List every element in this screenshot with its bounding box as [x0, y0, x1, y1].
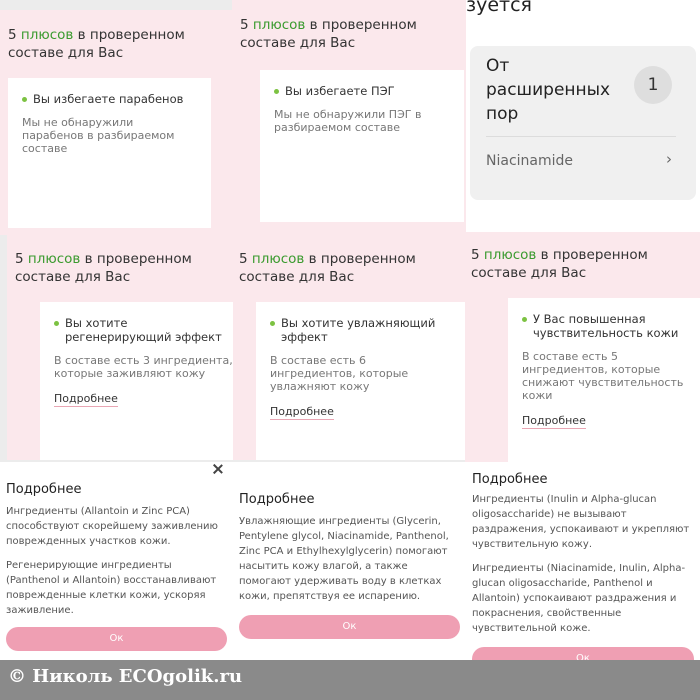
watermark-bar [0, 660, 700, 700]
chevron-right-icon: › [666, 150, 672, 168]
sheet-title: Подробнее [6, 482, 82, 497]
sheet-paragraph: Ингредиенты (Niacinamide, Inulin, Alpha-glucan oligosaccharide, Panthenol и Allantoin) успокаивают раздражения и покраснения, свойственные чувствительной коже. [472, 563, 686, 634]
bullet-dot-icon [22, 97, 27, 102]
details-sheet-2 [233, 462, 465, 660]
bullet-dot-icon [522, 317, 527, 322]
sheet-title: Подробнее [472, 472, 548, 487]
sheet-text [472, 492, 696, 645]
plus-point: У Вас повышенная чувствительность кожи [533, 312, 679, 340]
sheet-text [6, 504, 228, 627]
plus-description: Мы не обнаружили ПЭГ в разбираемом составе [274, 108, 422, 134]
plus-description: В составе есть 3 ингредиента, которые заживляют кожу [54, 354, 233, 380]
plus-point: Вы хотите увлажняющий эффект [281, 316, 436, 344]
sheet-title: Подробнее [239, 492, 315, 507]
sheet-paragraph: Ингредиенты (Inulin и Alpha-glucan oligosaccharide) не вызывают раздражения, успокаивают и укрепляют чувствительную кожу. [472, 494, 690, 550]
plus-tile-5 [465, 232, 700, 462]
sheet-paragraph: Ингредиенты (Allantoin и Zinc PCA) способствуют скорейшему заживлению поврежденных участков кожи. [6, 506, 218, 547]
bullet-dot-icon [274, 89, 279, 94]
plus-card [260, 70, 464, 222]
tile-header: 5 плюсов в проверенном составе для Вас [240, 17, 417, 51]
plus-card [8, 78, 211, 228]
usage-panel [466, 0, 700, 234]
ok-button[interactable]: Ок [472, 647, 694, 660]
usage-title: От расширенных пор [486, 56, 611, 124]
ok-button[interactable]: Ок [239, 615, 460, 639]
sheet-text [239, 514, 457, 613]
sheet-paragraph: Регенерирующие ингредиенты (Panthenol и Allantoin) восстанавливают поврежденные клетки кожи, ускоряя заживление. [6, 560, 217, 616]
bullet-dot-icon [54, 321, 59, 326]
plus-point: Вы избегаете парабенов [33, 92, 184, 106]
close-icon[interactable] [212, 464, 224, 474]
plus-tile-2 [232, 0, 466, 234]
details-sheet-1 [0, 462, 233, 660]
tile-header: 5 плюсов в проверенном составе для Вас [8, 27, 185, 61]
more-link[interactable]: Подробнее [54, 392, 118, 405]
watermark-text: © Николь ECOgolik.ru [8, 666, 243, 687]
plus-card [508, 298, 700, 462]
tile-header: 5 плюсов в проверенном составе для Вас [239, 251, 416, 285]
usage-card[interactable] [470, 46, 696, 200]
plus-description: В составе есть 6 ингредиентов, которые увлажняют кожу [270, 354, 409, 393]
plus-tile-4 [233, 234, 465, 460]
bullet-dot-icon [270, 321, 275, 326]
plus-point: Вы хотите регенерирующий эффект [65, 316, 222, 344]
sheet-paragraph: Увлажняющие ингредиенты (Glycerin, Pentylene glycol, Niacinamide, Panthenol, Zinc PCA и Ethylhexylglycerin) помогают насытить кожу влагой, а также помогают удерживать воду в клетках кожи, препятствуя ее испарению. [239, 516, 449, 602]
plus-description: В составе есть 5 ингредиентов, которые снижают чувствительность кожи [522, 350, 684, 402]
tile-header: 5 плюсов в проверенном составе для Вас [471, 247, 648, 281]
ok-button[interactable]: Ок [6, 627, 227, 651]
plus-card [40, 302, 233, 460]
usage-count-badge: 1 [634, 66, 672, 104]
plus-tile-3 [7, 234, 233, 460]
plus-description: Мы не обнаружили парабенов в разбираемом составе [22, 116, 175, 155]
more-link[interactable]: Подробнее [270, 405, 334, 418]
details-sheet-3 [465, 462, 700, 660]
plus-tile-1 [0, 10, 232, 235]
usage-partial-title: зуется [466, 0, 532, 16]
ingredient-name: Niacinamide [486, 153, 574, 169]
plus-card [256, 302, 465, 460]
ingredient-row[interactable] [486, 150, 676, 172]
divider [486, 136, 676, 137]
plus-point: Вы избегаете ПЭГ [285, 84, 395, 98]
more-link[interactable]: Подробнее [522, 414, 586, 427]
tile-header: 5 плюсов в проверенном составе для Вас [15, 251, 192, 285]
